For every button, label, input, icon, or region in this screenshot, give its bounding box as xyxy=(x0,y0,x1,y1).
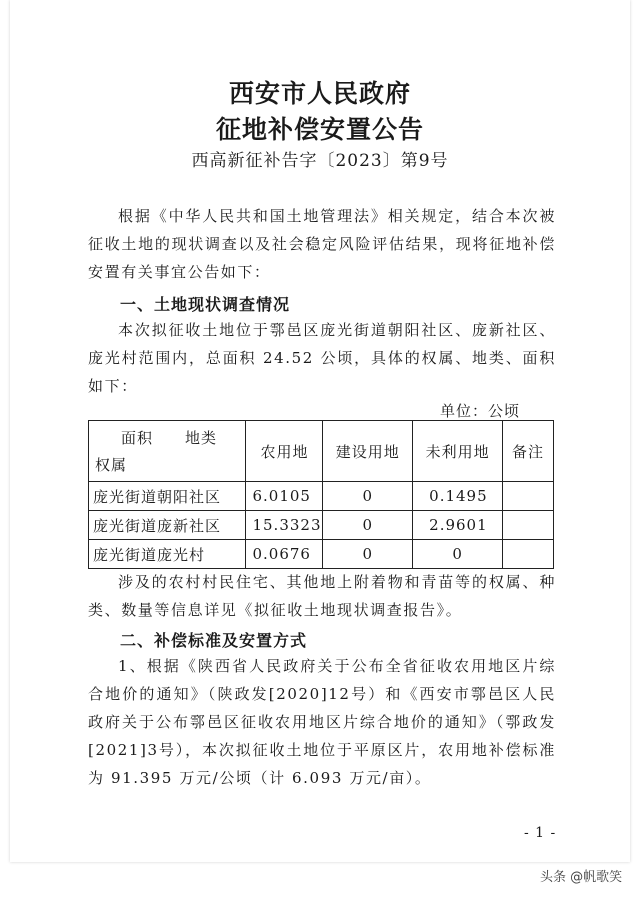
owner-cell: 庞光街道庞光村 xyxy=(89,540,246,569)
corner-top-label: 面积 地类 xyxy=(121,429,218,447)
table-row xyxy=(89,511,554,540)
notice-title: 征地补偿安置公告 xyxy=(215,115,424,144)
farm-cell: 15.3323 xyxy=(246,511,323,540)
table-header-row xyxy=(89,421,554,482)
after-table-paragraph: 涉及的农村村民住宅、其他地上附着物和青苗等的权属、种类、数量等信息详见《拟征收土地现状调查报告》。 xyxy=(88,573,556,619)
section1-heading: 一、土地现状调查情况 xyxy=(120,295,291,314)
column-header: 建设用地 xyxy=(323,421,413,482)
unused-cell: 0 xyxy=(413,540,503,569)
column-header: 未利用地 xyxy=(413,421,503,482)
corner-bottom-label: 权属 xyxy=(95,456,128,474)
document-number: 西高新征补告字〔2023〕第9号 xyxy=(191,151,449,171)
section2-item1-paragraph: 1、根据《陕西省人民政府关于公布全省征收农用地区片综合地价的通知》（陕政发[2020]12号）和《西安市鄠邑区人民政府关于公布鄠邑区征收农用地区片综合地价的通知》（鄠政发[2021]3号），本次拟征收土地位于平原区片，农用地补偿标准为 91.395 万元/公顷（计 6.093 万元/亩）。 xyxy=(88,657,556,787)
unused-cell: 2.9601 xyxy=(413,511,503,540)
section1-paragraph: 本次拟征收土地位于鄠邑区庞光街道朝阳社区、庞新社区、庞光村范围内，总面积 24.52 公顷，具体的权属、地类、面积如下： xyxy=(88,321,556,395)
section2-heading: 二、补偿标准及安置方式 xyxy=(120,631,308,650)
note-cell xyxy=(503,511,554,540)
table-row xyxy=(89,540,554,569)
note-cell xyxy=(503,482,554,511)
table-corner-cell xyxy=(89,421,246,482)
construction-cell: 0 xyxy=(323,482,413,511)
unused-cell: 0.1495 xyxy=(413,482,503,511)
column-header: 农用地 xyxy=(246,421,323,482)
farm-cell: 0.0676 xyxy=(246,540,323,569)
owner-cell: 庞光街道朝阳社区 xyxy=(89,482,246,511)
intro-paragraph: 根据《中华人民共和国土地管理法》相关规定，结合本次被征收土地的现状调查以及社会稳定风险评估结果，现将征地补偿安置有关事宜公告如下： xyxy=(88,207,556,281)
note-cell xyxy=(503,540,554,569)
table-row xyxy=(89,482,554,511)
construction-cell: 0 xyxy=(323,511,413,540)
farm-cell: 6.0105 xyxy=(246,482,323,511)
issuer-title: 西安市人民政府 xyxy=(228,79,411,108)
page-number: - 1 - xyxy=(524,825,557,841)
watermark-label: 头条 @帆歌笑 xyxy=(540,870,623,885)
column-header: 备注 xyxy=(503,421,554,482)
land-table xyxy=(88,420,554,569)
construction-cell: 0 xyxy=(323,540,413,569)
unit-label: 单位：公顷 xyxy=(440,402,521,420)
owner-cell: 庞光街道庞新社区 xyxy=(89,511,246,540)
